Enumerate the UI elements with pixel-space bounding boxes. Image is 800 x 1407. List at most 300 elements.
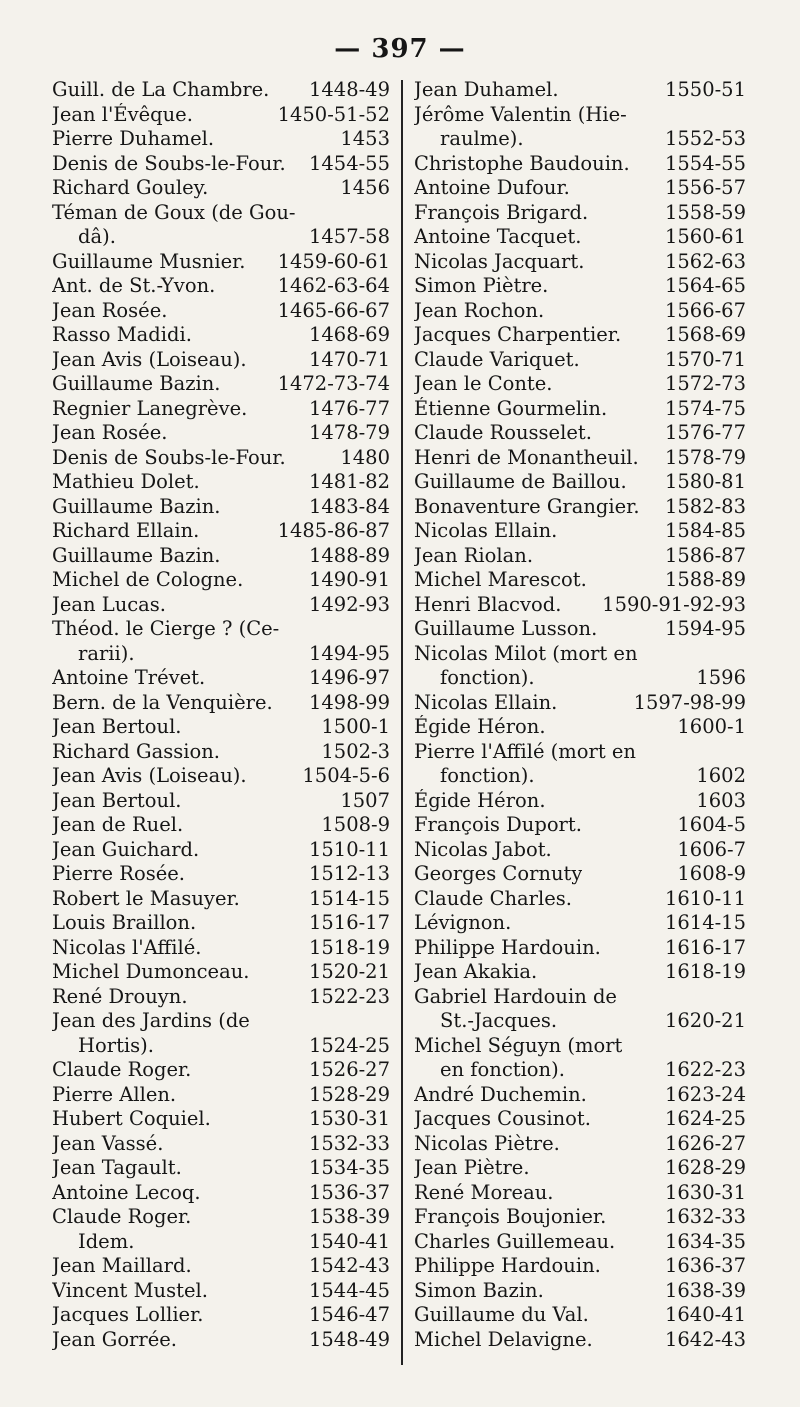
entry-name: Ant. de St.-Yvon. — [52, 274, 216, 297]
list-item — [414, 568, 746, 593]
list-item — [52, 421, 390, 446]
entry-name: Nicolas Jabot. — [414, 837, 552, 861]
list-item — [52, 1303, 390, 1328]
entry-years: 1472-73-74 — [277, 372, 390, 395]
entry-name: Simon Piètre. — [414, 274, 549, 297]
list-item — [414, 103, 746, 128]
entry-years: 1550-51 — [664, 78, 746, 101]
list-item — [414, 1303, 746, 1328]
entry-years: 1624-25 — [664, 1107, 746, 1130]
list-item — [414, 1156, 746, 1181]
entry-years: 1508-9 — [321, 813, 390, 836]
list-item — [52, 1279, 390, 1304]
entry-name: Jean Riolan. — [414, 543, 534, 567]
list-item — [414, 299, 746, 324]
entry-years: 1636-37 — [664, 1254, 746, 1277]
entry-name: Antoine Dufour. — [414, 176, 570, 199]
entry-name: fonction). — [440, 764, 535, 787]
entry-name: Théod. le Cierge ? (Ce- — [52, 617, 280, 640]
entry-name: dâ). — [78, 225, 116, 248]
entry-name: Philippe Hardouin. — [414, 1254, 601, 1277]
list-item — [414, 593, 746, 618]
entry-years: 1588-89 — [664, 568, 746, 591]
list-item — [414, 323, 746, 348]
entry-years: 1470-71 — [308, 347, 390, 371]
entry-years: 1630-31 — [664, 1180, 746, 1204]
entry-years: 1556-57 — [664, 176, 746, 199]
list-item — [52, 593, 390, 618]
entry-years: 1578-79 — [664, 445, 746, 469]
entry-name: Jean Vassé. — [52, 1131, 164, 1155]
list-item — [52, 789, 390, 814]
list-item — [414, 152, 746, 177]
list-item — [414, 789, 746, 814]
entry-years: 1522-23 — [308, 984, 390, 1008]
entry-years: 1534-35 — [308, 1156, 390, 1179]
entry-name: Nicolas Piètre. — [414, 1131, 560, 1155]
list-item — [414, 1205, 746, 1230]
entry-years: 1596 — [696, 666, 746, 689]
list-item — [414, 495, 746, 520]
entry-name: Michel Séguyn (mort — [414, 1033, 623, 1057]
entry-name: Michel Delavigne. — [414, 1327, 593, 1351]
list-item — [414, 1132, 746, 1157]
entry-name: Richard Gouley. — [52, 176, 209, 199]
list-item — [414, 372, 746, 397]
list-item — [52, 740, 390, 765]
list-item — [52, 887, 390, 912]
entry-name: Claude Variquet. — [414, 347, 580, 371]
list-item — [52, 544, 390, 569]
entry-years: 1554-55 — [664, 151, 746, 175]
list-item — [52, 1181, 390, 1206]
entry-years: 1642-43 — [664, 1327, 746, 1351]
entry-years: 1490-91 — [308, 568, 390, 591]
entry-years: 1590-91-92-93 — [602, 592, 746, 616]
entry-years: 1597-98-99 — [633, 690, 746, 714]
entry-years: 1620-21 — [664, 1009, 746, 1032]
list-item — [52, 715, 390, 740]
entry-name: Pierre Rosée. — [52, 862, 185, 885]
entry-years: 1512-13 — [308, 862, 390, 885]
entry-years: 1606-7 — [677, 837, 746, 861]
entry-years: 1526-27 — [308, 1058, 390, 1081]
list-item — [52, 225, 390, 250]
entry-years: 1468-69 — [308, 323, 390, 346]
entry-name: Jean Rochon. — [414, 298, 545, 322]
entry-years: 1546-47 — [308, 1303, 390, 1326]
entry-name: Lévignon. — [414, 911, 512, 934]
entry-years: 1548-49 — [308, 1327, 390, 1351]
entry-name: Jean de Ruel. — [52, 813, 184, 836]
list-item — [414, 1230, 746, 1255]
entry-years: 1616-17 — [664, 935, 746, 959]
entry-name: Jean Maillard. — [52, 1254, 192, 1277]
list-item — [52, 1009, 390, 1034]
entry-years: 1457-58 — [308, 225, 390, 248]
entry-name: Nicolas Ellain. — [414, 519, 558, 542]
entry-years: 1610-11 — [664, 886, 746, 910]
entry-name: Guillaume Lusson. — [414, 617, 598, 640]
entry-years: 1520-21 — [308, 960, 390, 983]
list-item — [414, 348, 746, 373]
entry-years: 1492-93 — [308, 592, 390, 616]
entry-years: 1603 — [696, 788, 746, 812]
entry-name: Michel Dumonceau. — [52, 960, 250, 983]
list-item — [52, 1034, 390, 1059]
entry-years: 1634-35 — [664, 1229, 746, 1253]
list-item — [52, 250, 390, 275]
entry-name: Henri de Monantheuil. — [414, 445, 639, 469]
entry-years: 1480 — [340, 445, 390, 469]
entry-name: Jean Rosée. — [52, 298, 168, 322]
entry-name: Christophe Baudouin. — [414, 151, 630, 175]
entry-years: 1498-99 — [308, 690, 390, 714]
list-item — [414, 544, 746, 569]
list-item — [52, 1083, 390, 1108]
entry-name: Jean Rosée. — [52, 421, 168, 444]
list-item — [414, 838, 746, 863]
list-item — [414, 764, 746, 789]
entry-name: François Boujonier. — [414, 1205, 607, 1228]
entry-name: Antoine Lecoq. — [52, 1180, 201, 1204]
entry-name: Gabriel Hardouin de — [414, 984, 617, 1008]
entry-years: 1448-49 — [308, 78, 390, 101]
list-item — [414, 201, 746, 226]
entry-name: Michel Marescot. — [414, 568, 587, 591]
entry-name: Richard Ellain. — [52, 519, 200, 542]
entry-years: 1600-1 — [677, 715, 746, 738]
entry-name: René Moreau. — [414, 1180, 554, 1204]
entry-name: Michel de Cologne. — [52, 568, 244, 591]
entry-name: Jean Bertoul. — [52, 715, 182, 738]
entry-years: 1494-95 — [308, 641, 390, 665]
entry-name: Georges Cornuty — [414, 862, 583, 885]
entry-name: Jean Avis (Loiseau). — [52, 764, 247, 787]
entry-years: 1626-27 — [664, 1131, 746, 1155]
list-item — [414, 691, 746, 716]
entry-years: 1510-11 — [308, 837, 390, 861]
entry-name: Jacques Cousinot. — [414, 1107, 591, 1130]
list-item — [52, 1107, 390, 1132]
list-item — [52, 495, 390, 520]
entry-years: 1485-86-87 — [277, 519, 390, 542]
entry-years: 1496-97 — [308, 666, 390, 689]
entry-years: 1594-95 — [664, 617, 746, 640]
entry-years: 1562-63 — [664, 249, 746, 273]
list-item — [52, 519, 390, 544]
list-item — [414, 1328, 746, 1353]
list-item — [52, 960, 390, 985]
list-item — [52, 1058, 390, 1083]
entry-name: Robert le Masuyer. — [52, 886, 240, 910]
entry-years: 1538-39 — [308, 1205, 390, 1228]
entry-years: 1574-75 — [664, 396, 746, 420]
entry-name: Jean Lucas. — [52, 592, 167, 616]
list-item — [52, 274, 390, 299]
entry-name: Hortis). — [78, 1033, 154, 1057]
entry-name: Jean Piètre. — [414, 1156, 530, 1179]
list-item — [52, 152, 390, 177]
entry-name: Claude Rousselet. — [414, 421, 592, 444]
entry-name: Rasso Madidi. — [52, 323, 192, 346]
entry-years: 1528-29 — [308, 1082, 390, 1106]
entry-name: Guillaume Bazin. — [52, 543, 221, 567]
list-item — [52, 666, 390, 691]
list-item — [52, 862, 390, 887]
entry-name: Jean Bertoul. — [52, 788, 182, 812]
list-item — [52, 617, 390, 642]
entry-years: 1560-61 — [664, 225, 746, 248]
entry-years: 1586-87 — [664, 543, 746, 567]
entry-name: Jean le Conte. — [414, 372, 553, 395]
page-number: — 397 — — [334, 34, 466, 64]
entry-name: Idem. — [78, 1229, 135, 1253]
list-item — [52, 568, 390, 593]
list-item — [52, 1254, 390, 1279]
entry-name: Henri Blacvod. — [414, 592, 562, 616]
list-item — [52, 642, 390, 667]
entry-years: 1518-19 — [308, 935, 390, 959]
list-item — [52, 1132, 390, 1157]
list-item — [414, 1058, 746, 1083]
list-item — [52, 911, 390, 936]
list-item — [414, 1254, 746, 1279]
entry-name: rarii). — [78, 641, 135, 665]
entry-name: Jean Gorrée. — [52, 1327, 177, 1351]
entry-name: Jérôme Valentin (Hie- — [414, 102, 627, 126]
entry-years: 1488-89 — [308, 543, 390, 567]
list-item — [52, 1205, 390, 1230]
entry-name: Égide Héron. — [414, 788, 546, 812]
list-item — [414, 274, 746, 299]
list-item — [52, 397, 390, 422]
entry-name: François Brigard. — [414, 200, 589, 224]
list-item — [52, 446, 390, 471]
entry-name: en fonction). — [440, 1058, 565, 1081]
entry-years: 1566-67 — [664, 298, 746, 322]
entry-years: 1570-71 — [664, 347, 746, 371]
entry-name: Hubert Coquiel. — [52, 1107, 211, 1130]
entry-years: 1502-3 — [321, 739, 390, 763]
list-item — [52, 691, 390, 716]
entry-years: 1500-1 — [321, 715, 390, 738]
entry-name: Étienne Gourmelin. — [414, 396, 608, 420]
right-column — [414, 78, 746, 1352]
entry-name: Denis de Soubs-le-Four. — [52, 151, 286, 175]
entry-name: Antoine Tacquet. — [414, 225, 582, 248]
entry-years: 1558-59 — [664, 200, 746, 224]
entry-years: 1514-15 — [308, 886, 390, 910]
entry-name: Denis de Soubs-le-Four. — [52, 445, 286, 469]
entry-years: 1462-63-64 — [277, 274, 390, 297]
entry-name: Claude Roger. — [52, 1205, 192, 1228]
list-item — [414, 1107, 746, 1132]
list-item — [414, 642, 746, 667]
entry-years: 1614-15 — [664, 911, 746, 934]
entry-years: 1568-69 — [664, 323, 746, 346]
list-item — [414, 813, 746, 838]
entry-name: Jean Duhamel. — [414, 78, 559, 101]
entry-name: Claude Charles. — [414, 886, 572, 910]
list-item — [414, 519, 746, 544]
entry-name: Bern. de la Venquière. — [52, 690, 273, 714]
list-item — [414, 1181, 746, 1206]
entry-name: Louis Braillon. — [52, 911, 197, 934]
entry-name: François Duport. — [414, 813, 582, 836]
entry-name: Jean des Jardins (de — [52, 1009, 250, 1032]
entry-years: 1632-33 — [664, 1205, 746, 1228]
column-divider — [401, 80, 403, 1365]
entry-name: Jean Guichard. — [52, 837, 200, 861]
entry-name: Guillaume de Baillou. — [414, 470, 627, 493]
list-item — [52, 299, 390, 324]
entry-name: Jacques Lollier. — [52, 1303, 204, 1326]
entry-name: Nicolas Jacquart. — [414, 249, 585, 273]
left-column — [52, 78, 390, 1352]
entry-years: 1582-83 — [664, 494, 746, 518]
list-item — [414, 740, 746, 765]
entry-years: 1530-31 — [308, 1107, 390, 1130]
list-item — [414, 715, 746, 740]
entry-years: 1552-53 — [664, 127, 746, 150]
entry-name: Bonaventure Grangier. — [414, 494, 640, 518]
list-item — [414, 1279, 746, 1304]
entry-years: 1536-37 — [308, 1180, 390, 1204]
list-item — [52, 470, 390, 495]
list-item — [414, 176, 746, 201]
entry-name: René Drouyn. — [52, 984, 188, 1008]
entry-years: 1602 — [696, 764, 746, 787]
entry-years: 1572-73 — [664, 372, 746, 395]
entry-name: Guillaume du Val. — [414, 1303, 589, 1326]
list-item — [414, 911, 746, 936]
entry-name: Charles Guillemeau. — [414, 1229, 616, 1253]
list-item — [52, 78, 390, 103]
entry-years: 1459-60-61 — [277, 249, 390, 273]
entry-name: Guill. de La Chambre. — [52, 78, 270, 101]
entry-name: Nicolas Ellain. — [414, 690, 558, 714]
entry-years: 1481-82 — [308, 470, 390, 493]
list-item — [414, 127, 746, 152]
list-item — [52, 323, 390, 348]
entry-name: Pierre l'Affilé (mort en — [414, 739, 636, 763]
entry-years: 1450-51-52 — [277, 102, 390, 126]
entry-years: 1544-45 — [308, 1278, 390, 1302]
list-item — [52, 813, 390, 838]
list-item — [52, 936, 390, 961]
entry-name: Philippe Hardouin. — [414, 935, 601, 959]
list-item — [52, 348, 390, 373]
entry-name: raulme). — [440, 127, 524, 150]
entry-years: 1524-25 — [308, 1033, 390, 1057]
entry-name: Simon Bazin. — [414, 1278, 544, 1302]
entry-name: Guillaume Bazin. — [52, 372, 221, 395]
list-item — [52, 372, 390, 397]
entry-name: Guillaume Musnier. — [52, 249, 246, 273]
list-item — [52, 176, 390, 201]
entry-years: 1576-77 — [664, 421, 746, 444]
list-item — [414, 862, 746, 887]
entry-name: André Duchemin. — [414, 1082, 587, 1106]
list-item — [414, 446, 746, 471]
list-item — [414, 985, 746, 1010]
entry-years: 1456 — [340, 176, 390, 199]
entry-years: 1584-85 — [664, 519, 746, 542]
list-item — [414, 1083, 746, 1108]
list-item — [414, 936, 746, 961]
entry-years: 1476-77 — [308, 396, 390, 420]
entry-name: fonction). — [440, 666, 535, 689]
entry-years: 1454-55 — [308, 151, 390, 175]
entry-years: 1638-39 — [664, 1278, 746, 1302]
list-item — [414, 887, 746, 912]
list-item — [414, 617, 746, 642]
entry-years: 1622-23 — [664, 1058, 746, 1081]
entry-name: Pierre Allen. — [52, 1082, 177, 1106]
entry-name: Égide Héron. — [414, 715, 546, 738]
entry-years: 1507 — [340, 788, 390, 812]
list-item — [52, 764, 390, 789]
entry-years: 1604-5 — [677, 813, 746, 836]
entry-name: Jacques Charpentier. — [414, 323, 622, 346]
list-item — [52, 201, 390, 226]
list-item — [52, 838, 390, 863]
entry-years: 1478-79 — [308, 421, 390, 444]
list-item — [414, 421, 746, 446]
entry-years: 1540-41 — [308, 1229, 390, 1253]
list-item — [52, 127, 390, 152]
entry-years: 1623-24 — [664, 1082, 746, 1106]
list-item — [414, 666, 746, 691]
entry-name: Mathieu Dolet. — [52, 470, 200, 493]
entry-years: 1483-84 — [308, 494, 390, 518]
list-item — [52, 1328, 390, 1353]
list-item — [414, 397, 746, 422]
list-item — [414, 78, 746, 103]
entry-years: 1516-17 — [308, 911, 390, 934]
entry-name: Nicolas l'Affilé. — [52, 935, 202, 959]
entry-name: Regnier Lanegrève. — [52, 396, 248, 420]
list-item — [414, 1009, 746, 1034]
entry-name: Jean Akakia. — [414, 960, 538, 983]
list-item — [52, 985, 390, 1010]
entry-name: Richard Gassion. — [52, 739, 220, 763]
entry-years: 1564-65 — [664, 274, 746, 297]
entry-name: Jean Tagault. — [52, 1156, 182, 1179]
list-item — [414, 225, 746, 250]
entry-name: Vincent Mustel. — [52, 1278, 208, 1302]
entry-years: 1542-43 — [308, 1254, 390, 1277]
list-item — [414, 1034, 746, 1059]
entry-name: Guillaume Bazin. — [52, 494, 221, 518]
list-item — [414, 250, 746, 275]
entry-years: 1608-9 — [677, 862, 746, 885]
entry-name: Antoine Trévet. — [52, 666, 206, 689]
entry-name: Téman de Goux (de Gou- — [52, 200, 296, 224]
list-item — [52, 103, 390, 128]
entry-years: 1618-19 — [664, 960, 746, 983]
entry-years: 1628-29 — [664, 1156, 746, 1179]
entry-name: Jean l'Évêque. — [52, 102, 193, 126]
entry-years: 1640-41 — [664, 1303, 746, 1326]
entry-name: St.-Jacques. — [440, 1009, 558, 1032]
entry-years: 1504-5-6 — [302, 764, 390, 787]
list-item — [52, 1230, 390, 1255]
entry-years: 1453 — [340, 127, 390, 150]
list-item — [52, 1156, 390, 1181]
list-item — [414, 960, 746, 985]
